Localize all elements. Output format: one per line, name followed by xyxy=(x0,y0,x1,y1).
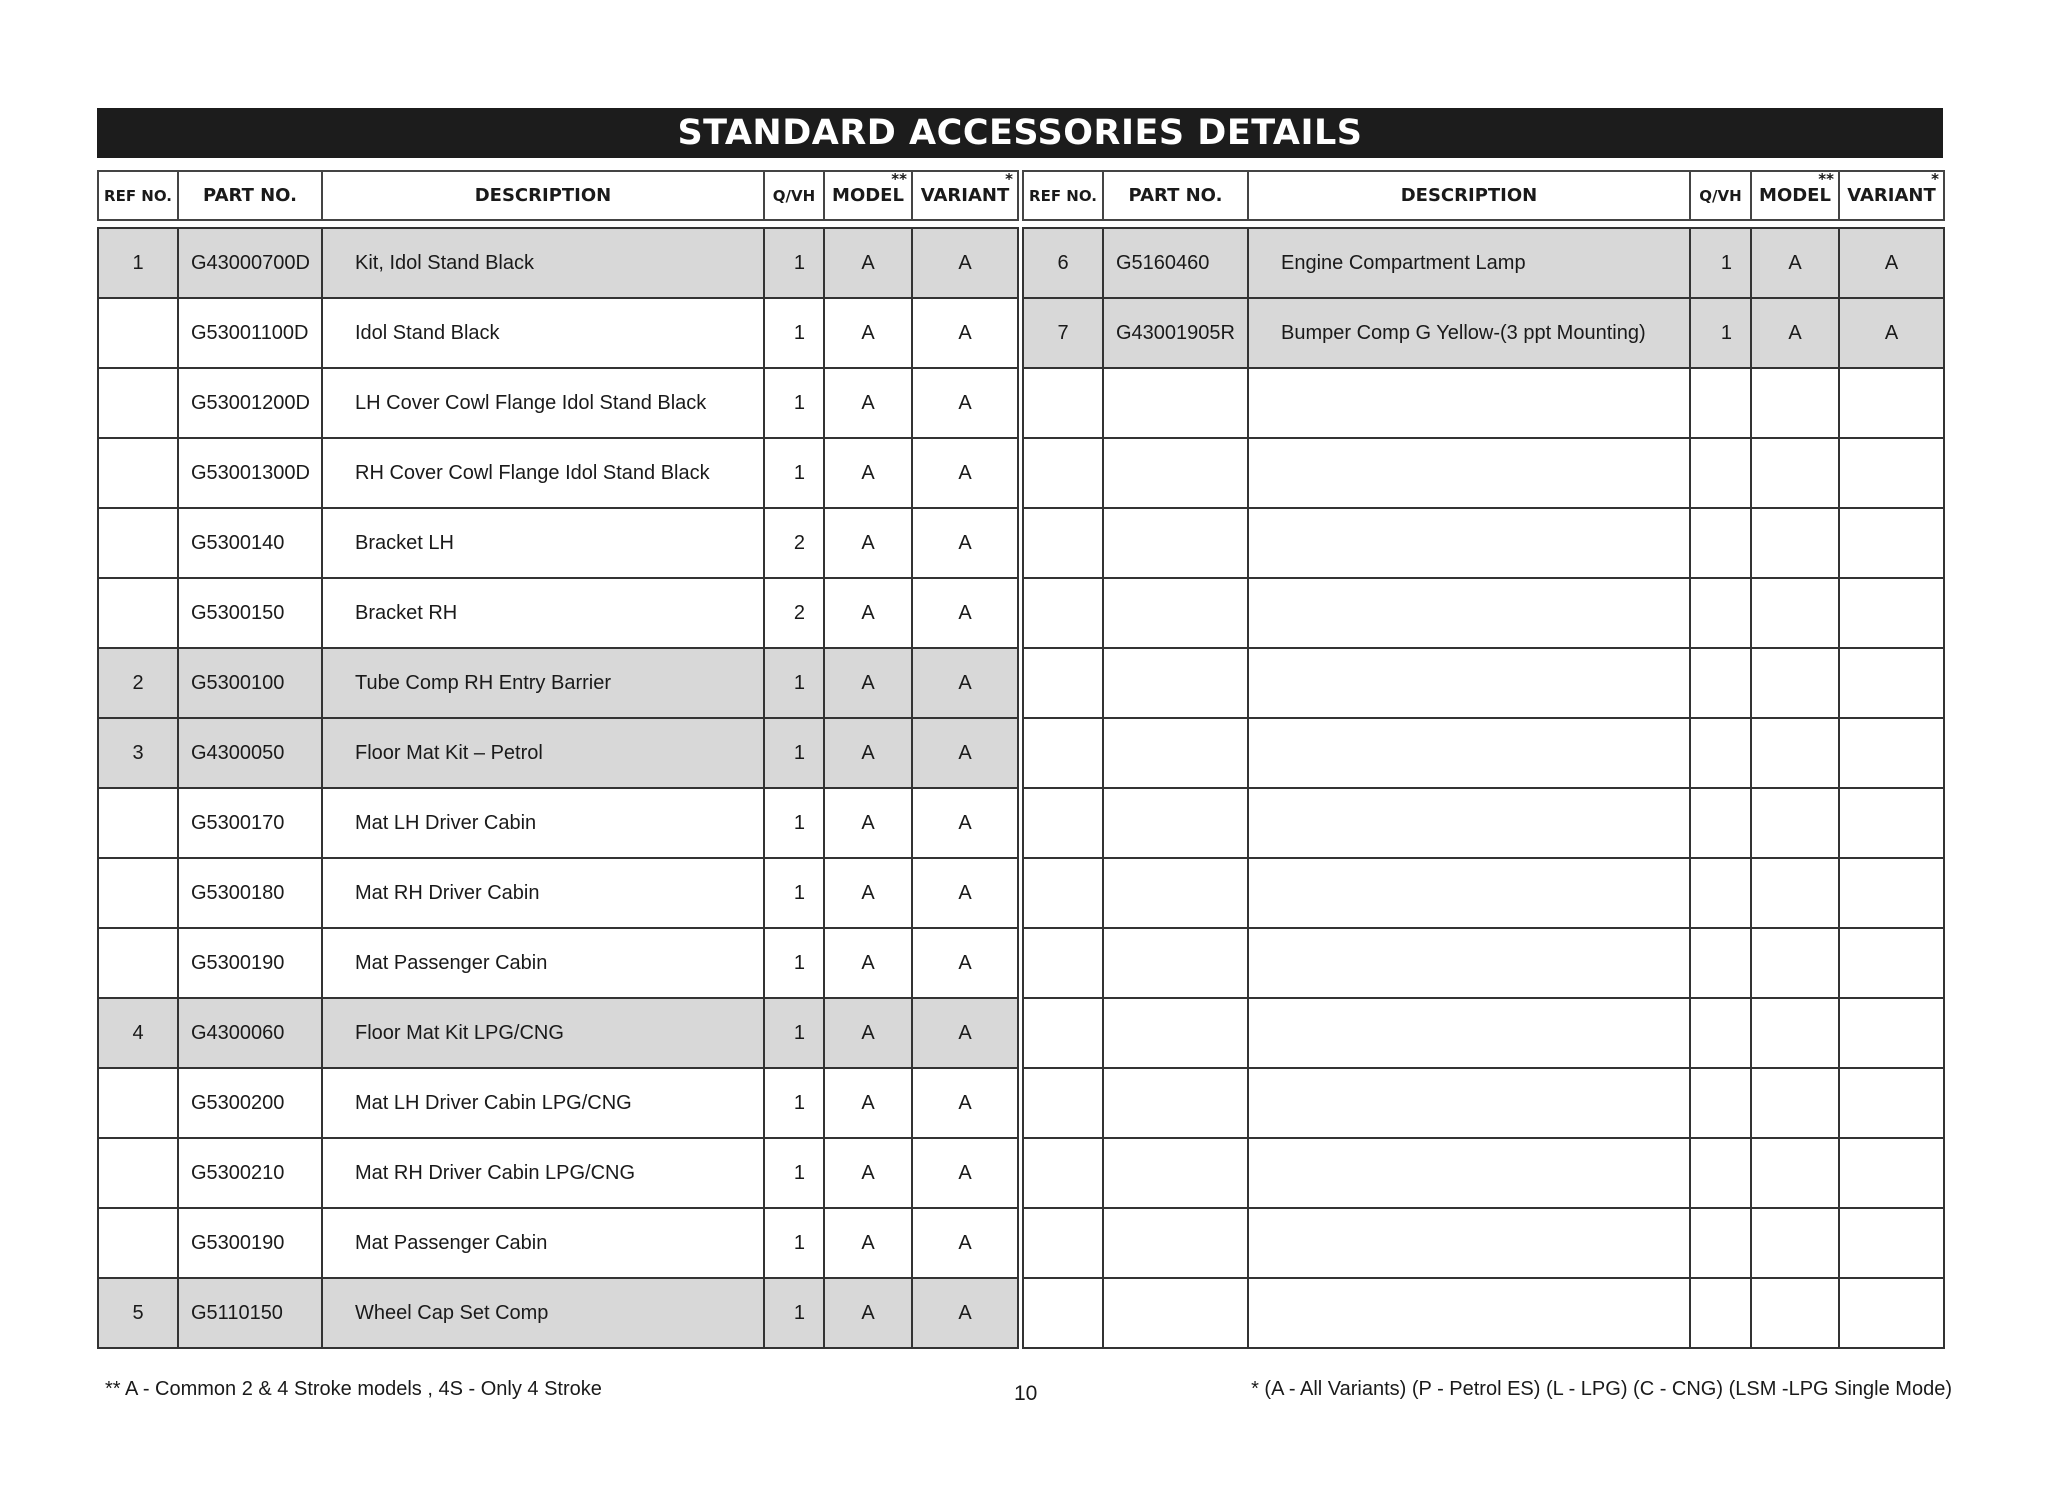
qty-cell xyxy=(1690,718,1751,788)
ref-no-cell xyxy=(1023,578,1103,648)
qty-cell: 2 xyxy=(764,508,824,578)
header-row xyxy=(1023,171,1944,220)
model-cell xyxy=(1751,438,1839,508)
description-cell xyxy=(1248,368,1690,438)
part-no-cell xyxy=(1103,1208,1248,1278)
description-cell xyxy=(1248,1208,1690,1278)
description-cell xyxy=(1248,578,1690,648)
ref-no-cell: 7 xyxy=(1023,298,1103,368)
qty-cell xyxy=(1690,438,1751,508)
description-cell: Mat Passenger Cabin xyxy=(322,928,764,998)
ref-no-cell xyxy=(98,438,178,508)
variant-cell: A xyxy=(912,578,1018,648)
table-row xyxy=(98,788,1018,858)
part-no-cell xyxy=(1103,508,1248,578)
description-cell: Mat RH Driver Cabin LPG/CNG xyxy=(322,1138,764,1208)
model-cell xyxy=(1751,578,1839,648)
variant-cell: A xyxy=(912,438,1018,508)
variant-cell xyxy=(1839,928,1944,998)
variant-cell: A xyxy=(912,508,1018,578)
table-row-group xyxy=(98,648,1018,718)
description-cell: Floor Mat Kit – Petrol xyxy=(322,718,764,788)
table-row xyxy=(98,438,1018,508)
variant-cell: A xyxy=(912,1068,1018,1138)
footnote-model-legend: ** A - Common 2 & 4 Stroke models , 4S - Only 4 Stroke xyxy=(105,1378,602,1400)
table-row xyxy=(1023,578,1944,648)
part-no-cell xyxy=(1103,368,1248,438)
part-no-cell: G53001200D xyxy=(178,368,322,438)
variant-cell: A xyxy=(912,788,1018,858)
part-no-cell xyxy=(1103,718,1248,788)
description-cell xyxy=(1248,508,1690,578)
part-no-cell: G5300190 xyxy=(178,1208,322,1278)
ref-no-cell xyxy=(98,1208,178,1278)
variant-cell xyxy=(1839,578,1944,648)
table-row xyxy=(1023,1278,1944,1348)
qty-cell: 1 xyxy=(764,1208,824,1278)
table-row xyxy=(1023,858,1944,928)
header-variant-label: VARIANT xyxy=(1847,185,1936,206)
part-no-cell: G5300190 xyxy=(178,928,322,998)
description-cell xyxy=(1248,438,1690,508)
model-cell xyxy=(1751,648,1839,718)
table-row xyxy=(98,1208,1018,1278)
part-no-cell xyxy=(1103,998,1248,1068)
description-cell: Floor Mat Kit LPG/CNG xyxy=(322,998,764,1068)
ref-no-cell xyxy=(1023,438,1103,508)
part-no-cell: G5300150 xyxy=(178,578,322,648)
part-no-cell: G5300200 xyxy=(178,1068,322,1138)
accessories-table-left xyxy=(97,170,1019,1349)
variant-cell xyxy=(1839,1208,1944,1278)
model-cell xyxy=(1751,1068,1839,1138)
qty-cell: 1 xyxy=(764,1068,824,1138)
page-number: 10 xyxy=(1014,1382,1038,1405)
model-cell: A xyxy=(824,508,912,578)
part-no-cell xyxy=(1103,438,1248,508)
qty-cell: 1 xyxy=(1690,228,1751,298)
header-model xyxy=(824,171,912,220)
model-cell: A xyxy=(824,928,912,998)
qty-cell xyxy=(1690,858,1751,928)
variant-cell: A xyxy=(912,648,1018,718)
table-row-group xyxy=(1023,228,1944,298)
model-cell xyxy=(1751,788,1839,858)
ref-no-cell xyxy=(98,928,178,998)
variant-cell: A xyxy=(912,718,1018,788)
accessories-table-right xyxy=(1022,170,1945,1349)
part-no-cell xyxy=(1103,1138,1248,1208)
qty-cell xyxy=(1690,1208,1751,1278)
description-cell: Tube Comp RH Entry Barrier xyxy=(322,648,764,718)
ref-no-cell xyxy=(98,578,178,648)
part-no-cell: G4300060 xyxy=(178,998,322,1068)
model-cell: A xyxy=(824,228,912,298)
table-row-group xyxy=(1023,298,1944,368)
header-description: DESCRIPTION xyxy=(1248,171,1690,220)
description-cell: Idol Stand Black xyxy=(322,298,764,368)
ref-no-cell xyxy=(1023,1208,1103,1278)
variant-cell xyxy=(1839,1068,1944,1138)
variant-cell xyxy=(1839,1278,1944,1348)
description-cell xyxy=(1248,1138,1690,1208)
table-row-group xyxy=(98,718,1018,788)
header-spacer xyxy=(1023,220,1944,228)
table-row xyxy=(1023,508,1944,578)
table-row-group xyxy=(98,228,1018,298)
model-cell xyxy=(1751,1278,1839,1348)
model-cell: A xyxy=(824,648,912,718)
qty-cell xyxy=(1690,928,1751,998)
header-model-label: MODEL xyxy=(832,185,904,206)
part-no-cell: G5110150 xyxy=(178,1278,322,1348)
header-spacer xyxy=(98,220,1018,228)
variant-cell xyxy=(1839,438,1944,508)
qty-cell xyxy=(1690,788,1751,858)
qty-cell xyxy=(1690,1278,1751,1348)
model-cell: A xyxy=(824,858,912,928)
variant-cell xyxy=(1839,788,1944,858)
model-cell xyxy=(1751,508,1839,578)
model-cell: A xyxy=(1751,298,1839,368)
part-no-cell: G4300050 xyxy=(178,718,322,788)
ref-no-cell xyxy=(1023,788,1103,858)
part-no-cell: G43001905R xyxy=(1103,298,1248,368)
ref-no-cell xyxy=(1023,648,1103,718)
qty-cell: 1 xyxy=(764,1138,824,1208)
variant-cell: A xyxy=(912,1208,1018,1278)
header-variant xyxy=(912,171,1018,220)
ref-no-cell xyxy=(1023,1068,1103,1138)
variant-cell: A xyxy=(912,1278,1018,1348)
table-row xyxy=(1023,788,1944,858)
variant-footnote-mark: * xyxy=(1931,170,1939,188)
variant-cell xyxy=(1839,648,1944,718)
qty-cell xyxy=(1690,1138,1751,1208)
model-cell: A xyxy=(824,1208,912,1278)
table-row-group xyxy=(98,1278,1018,1348)
qty-cell xyxy=(1690,508,1751,578)
qty-cell xyxy=(1690,648,1751,718)
model-cell xyxy=(1751,1208,1839,1278)
variant-cell xyxy=(1839,508,1944,578)
ref-no-cell xyxy=(98,368,178,438)
qty-cell: 1 xyxy=(764,368,824,438)
part-no-cell: G5300210 xyxy=(178,1138,322,1208)
description-cell xyxy=(1248,788,1690,858)
model-cell: A xyxy=(824,368,912,438)
description-cell xyxy=(1248,1068,1690,1138)
description-cell: Mat LH Driver Cabin xyxy=(322,788,764,858)
qty-cell: 1 xyxy=(764,298,824,368)
variant-cell: A xyxy=(1839,298,1944,368)
qty-cell: 1 xyxy=(1690,298,1751,368)
spacer-cell xyxy=(1023,220,1944,228)
part-no-cell xyxy=(1103,1068,1248,1138)
qty-cell xyxy=(1690,998,1751,1068)
variant-cell xyxy=(1839,998,1944,1068)
model-cell: A xyxy=(824,438,912,508)
variant-cell xyxy=(1839,718,1944,788)
variant-cell xyxy=(1839,368,1944,438)
model-cell: A xyxy=(824,1278,912,1348)
model-cell: A xyxy=(824,718,912,788)
header-variant-label: VARIANT xyxy=(920,185,1010,206)
description-cell: Bumper Comp G Yellow-(3 ppt Mounting) xyxy=(1248,298,1690,368)
variant-cell: A xyxy=(912,1138,1018,1208)
ref-no-cell: 4 xyxy=(98,998,178,1068)
description-cell: RH Cover Cowl Flange Idol Stand Black xyxy=(322,438,764,508)
model-cell: A xyxy=(1751,228,1839,298)
qty-cell: 2 xyxy=(764,578,824,648)
qty-cell: 1 xyxy=(764,648,824,718)
qty-cell xyxy=(1690,578,1751,648)
model-cell: A xyxy=(824,788,912,858)
header-ref-no: REF NO. xyxy=(98,171,178,220)
header-description: DESCRIPTION xyxy=(322,171,764,220)
model-cell xyxy=(1751,1138,1839,1208)
model-cell xyxy=(1751,998,1839,1068)
model-cell xyxy=(1751,858,1839,928)
variant-cell: A xyxy=(912,368,1018,438)
table-row xyxy=(1023,928,1944,998)
ref-no-cell xyxy=(1023,1278,1103,1348)
variant-footnote-mark: * xyxy=(1005,170,1013,188)
table-row xyxy=(98,928,1018,998)
page-title: STANDARD ACCESSORIES DETAILS xyxy=(97,108,1943,158)
qty-cell: 1 xyxy=(764,718,824,788)
qty-cell: 1 xyxy=(764,998,824,1068)
model-cell xyxy=(1751,718,1839,788)
header-model xyxy=(1751,171,1839,220)
variant-cell: A xyxy=(912,298,1018,368)
model-footnote-mark: ** xyxy=(891,170,907,188)
spacer-cell xyxy=(98,220,1018,228)
ref-no-cell xyxy=(98,1138,178,1208)
qty-cell: 1 xyxy=(764,228,824,298)
part-no-cell: G53001100D xyxy=(178,298,322,368)
ref-no-cell xyxy=(98,858,178,928)
description-cell xyxy=(1248,928,1690,998)
part-no-cell xyxy=(1103,578,1248,648)
part-no-cell: G5300140 xyxy=(178,508,322,578)
header-qvh: Q/VH xyxy=(1690,171,1751,220)
description-cell: Bracket RH xyxy=(322,578,764,648)
table-row xyxy=(1023,438,1944,508)
header-ref-no: REF NO. xyxy=(1023,171,1103,220)
ref-no-cell: 5 xyxy=(98,1278,178,1348)
part-no-cell xyxy=(1103,788,1248,858)
model-footnote-mark: ** xyxy=(1818,170,1834,188)
description-cell xyxy=(1248,718,1690,788)
part-no-cell: G53001300D xyxy=(178,438,322,508)
part-no-cell xyxy=(1103,648,1248,718)
ref-no-cell: 2 xyxy=(98,648,178,718)
ref-no-cell xyxy=(98,1068,178,1138)
header-part-no: PART NO. xyxy=(1103,171,1248,220)
variant-cell xyxy=(1839,1138,1944,1208)
ref-no-cell xyxy=(1023,1138,1103,1208)
model-cell: A xyxy=(824,578,912,648)
table-row xyxy=(98,508,1018,578)
part-no-cell: G5160460 xyxy=(1103,228,1248,298)
part-no-cell xyxy=(1103,858,1248,928)
header-model-label: MODEL xyxy=(1759,185,1831,206)
ref-no-cell xyxy=(1023,508,1103,578)
ref-no-cell xyxy=(1023,858,1103,928)
table-row xyxy=(1023,368,1944,438)
ref-no-cell xyxy=(98,788,178,858)
qty-cell: 1 xyxy=(764,1278,824,1348)
header-part-no: PART NO. xyxy=(178,171,322,220)
qty-cell xyxy=(1690,1068,1751,1138)
part-no-cell xyxy=(1103,928,1248,998)
table-row xyxy=(1023,718,1944,788)
description-cell: Mat RH Driver Cabin xyxy=(322,858,764,928)
qty-cell: 1 xyxy=(764,858,824,928)
qty-cell: 1 xyxy=(764,788,824,858)
description-cell: Mat LH Driver Cabin LPG/CNG xyxy=(322,1068,764,1138)
description-cell xyxy=(1248,998,1690,1068)
ref-no-cell xyxy=(1023,928,1103,998)
table-row xyxy=(98,578,1018,648)
qty-cell: 1 xyxy=(764,928,824,998)
description-cell: Wheel Cap Set Comp xyxy=(322,1278,764,1348)
qty-cell: 1 xyxy=(764,438,824,508)
ref-no-cell xyxy=(1023,718,1103,788)
table-row-group xyxy=(98,998,1018,1068)
ref-no-cell: 3 xyxy=(98,718,178,788)
variant-cell: A xyxy=(912,228,1018,298)
variant-cell: A xyxy=(1839,228,1944,298)
table-row xyxy=(98,1138,1018,1208)
ref-no-cell xyxy=(98,508,178,578)
table-row xyxy=(98,1068,1018,1138)
description-cell: Engine Compartment Lamp xyxy=(1248,228,1690,298)
part-no-cell xyxy=(1103,1278,1248,1348)
description-cell: Bracket LH xyxy=(322,508,764,578)
ref-no-cell: 6 xyxy=(1023,228,1103,298)
ref-no-cell xyxy=(1023,998,1103,1068)
description-cell xyxy=(1248,648,1690,718)
table-row xyxy=(1023,1138,1944,1208)
ref-no-cell xyxy=(1023,368,1103,438)
qty-cell xyxy=(1690,368,1751,438)
table-row xyxy=(1023,648,1944,718)
part-no-cell: G5300170 xyxy=(178,788,322,858)
description-cell xyxy=(1248,1278,1690,1348)
variant-cell: A xyxy=(912,858,1018,928)
description-cell: Kit, Idol Stand Black xyxy=(322,228,764,298)
table-row xyxy=(1023,998,1944,1068)
model-cell: A xyxy=(824,1138,912,1208)
footnote-variant-legend: * (A - All Variants) (P - Petrol ES) (L - LPG) (C - CNG) (LSM -LPG Single Mode) xyxy=(1251,1378,1952,1400)
ref-no-cell xyxy=(98,298,178,368)
description-cell: LH Cover Cowl Flange Idol Stand Black xyxy=(322,368,764,438)
part-no-cell: G5300180 xyxy=(178,858,322,928)
variant-cell xyxy=(1839,858,1944,928)
variant-cell: A xyxy=(912,998,1018,1068)
model-cell xyxy=(1751,928,1839,998)
model-cell: A xyxy=(824,998,912,1068)
header-row xyxy=(98,171,1018,220)
ref-no-cell: 1 xyxy=(98,228,178,298)
model-cell: A xyxy=(824,298,912,368)
header-variant xyxy=(1839,171,1944,220)
model-cell: A xyxy=(824,1068,912,1138)
header-qvh: Q/VH xyxy=(764,171,824,220)
part-no-cell: G5300100 xyxy=(178,648,322,718)
table-row xyxy=(1023,1208,1944,1278)
variant-cell: A xyxy=(912,928,1018,998)
table-row xyxy=(98,368,1018,438)
table-row xyxy=(98,298,1018,368)
table-row xyxy=(98,858,1018,928)
model-cell xyxy=(1751,368,1839,438)
description-cell xyxy=(1248,858,1690,928)
part-no-cell: G43000700D xyxy=(178,228,322,298)
description-cell: Mat Passenger Cabin xyxy=(322,1208,764,1278)
table-row xyxy=(1023,1068,1944,1138)
